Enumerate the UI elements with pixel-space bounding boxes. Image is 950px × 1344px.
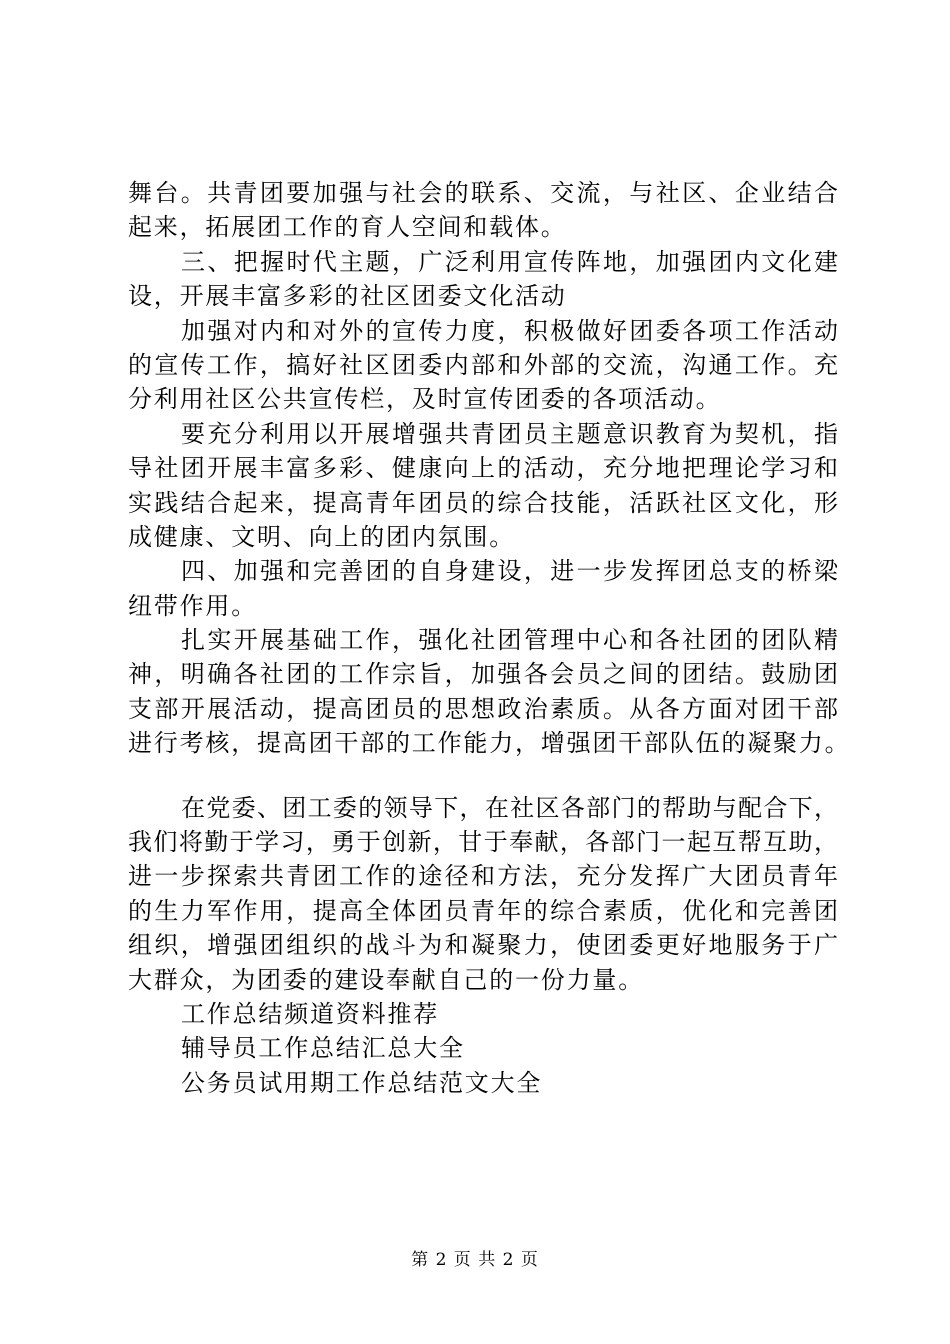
text-line: 加强对内和对外的宣传力度，积极做好团委各项工作活动: [181, 316, 838, 345]
text-line: 神，明确各社团的工作宗旨，加强各会员之间的团结。鼓励团: [128, 660, 838, 689]
text-line: 要充分利用以开展增强共青团员主题意识教育为契机，指: [181, 419, 838, 448]
text-line: 的宣传工作，搞好社区团委内部和外部的交流，沟通工作。充: [128, 350, 838, 379]
text-line: 辅导员工作总结汇总大全: [181, 1034, 465, 1063]
paragraph-gap: [128, 761, 838, 791]
text-line: 导社团开展丰富多彩、健康向上的活动，充分地把理论学习和: [128, 454, 838, 483]
page-footer: 第 2 页 共 2 页: [411, 1250, 539, 1270]
text-line: 实践结合起来，提高青年团员的综合技能，活跃社区文化，形: [128, 488, 838, 517]
text-line: 进一步探索共青团工作的途径和方法，充分发挥广大团员青年: [128, 862, 838, 891]
text-line: 大群众，为团委的建设奉献自己的一份力量。: [128, 965, 644, 994]
text-line: 公务员试用期工作总结范文大全: [181, 1068, 543, 1097]
text-line: 支部开展活动，提高团员的思想政治素质。从各方面对团干部: [128, 694, 838, 723]
text-line: 成健康、文明、向上的团内氛围。: [128, 522, 515, 551]
text-line: 起来，拓展团工作的育人空间和载体。: [128, 213, 567, 242]
text-line: 我们将勤于学习，勇于创新，甘于奉献，各部门一起互帮互助，: [128, 828, 838, 857]
text-line: 扎实开展基础工作，强化社团管理中心和各社团的团队精: [181, 626, 838, 655]
text-line: 纽带作用。: [128, 591, 257, 620]
document-body: [128, 176, 851, 1100]
text-line: 的生力军作用，提高全体团员青年的综合素质，优化和完善团: [128, 896, 838, 925]
text-line: 舞台。共青团要加强与社会的联系、交流，与社区、企业结合: [128, 179, 838, 207]
text-line: 设，开展丰富多彩的社区团委文化活动: [128, 282, 567, 311]
text-line: 组织，增强团组织的战斗为和凝聚力，使团委更好地服务于广: [128, 931, 838, 960]
text-line: 进行考核，提高团干部的工作能力，增强团干部队伍的凝聚力。: [128, 729, 851, 758]
text-line: 分利用社区公共宣传栏，及时宣传团委的各项活动。: [128, 385, 722, 414]
text-line: 在党委、团工委的领导下，在社区各部门的帮助与配合下，: [181, 793, 838, 822]
text-line: 四、加强和完善团的自身建设，进一步发挥团总支的桥梁: [181, 557, 838, 586]
text-line: 三、把握时代主题，广泛利用宣传阵地，加强团内文化建: [181, 247, 838, 276]
text-line: 工作总结频道资料推荐: [181, 999, 439, 1028]
